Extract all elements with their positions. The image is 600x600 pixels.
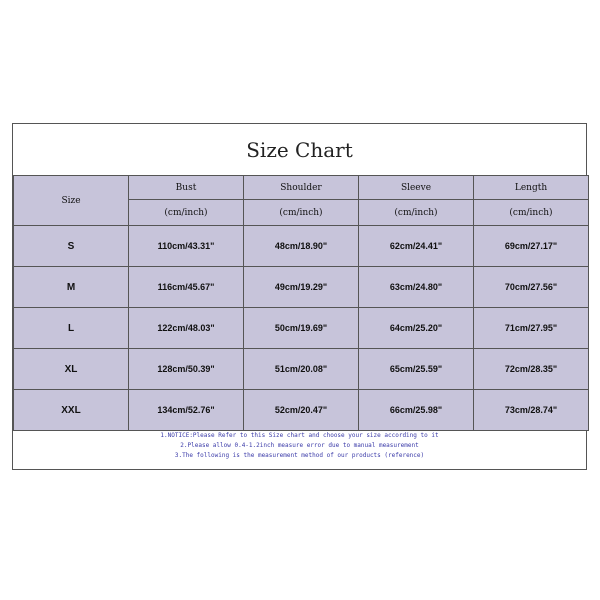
unit-label-shoulder: (cm/inch) xyxy=(244,200,359,226)
size-table xyxy=(13,175,589,431)
size-cell: XL xyxy=(14,349,129,390)
length-cell: 71cm/27.95" xyxy=(474,308,589,349)
table-row xyxy=(14,308,589,349)
bust-cell: 116cm/45.67" xyxy=(129,267,244,308)
size-column-header: Size xyxy=(14,176,129,226)
length-cell: 72cm/28.35" xyxy=(474,349,589,390)
note-line: 3.The following is the measurement method of our products (reference) xyxy=(174,452,425,459)
shoulder-cell: 51cm/20.08" xyxy=(244,349,359,390)
sleeve-cell: 65cm/25.59" xyxy=(359,349,474,390)
unit-label-length: (cm/inch) xyxy=(474,200,589,226)
sleeve-cell: 64cm/25.20" xyxy=(359,308,474,349)
size-cell: XXL xyxy=(14,390,129,431)
size-notes xyxy=(13,429,586,461)
sleeve-cell: 66cm/25.98" xyxy=(359,390,474,431)
bust-cell: 128cm/50.39" xyxy=(129,349,244,390)
length-cell: 70cm/27.56" xyxy=(474,267,589,308)
table-row xyxy=(14,390,589,431)
column-header-shoulder: Shoulder xyxy=(244,176,359,200)
column-header-length: Length xyxy=(474,176,589,200)
table-row xyxy=(14,267,589,308)
note-line: 2.Please allow 0.4-1.2inch measure error due to manual measurement xyxy=(180,442,419,449)
shoulder-cell: 48cm/18.90" xyxy=(244,226,359,267)
bust-cell: 134cm/52.76" xyxy=(129,390,244,431)
unit-label-bust: (cm/inch) xyxy=(129,200,244,226)
shoulder-cell: 52cm/20.47" xyxy=(244,390,359,431)
bust-cell: 110cm/43.31" xyxy=(129,226,244,267)
table-row xyxy=(14,349,589,390)
sleeve-cell: 63cm/24.80" xyxy=(359,267,474,308)
size-cell: L xyxy=(14,308,129,349)
table-row xyxy=(14,226,589,267)
size-cell: M xyxy=(14,267,129,308)
shoulder-cell: 49cm/19.29" xyxy=(244,267,359,308)
chart-title: Size Chart xyxy=(246,137,353,162)
header-row xyxy=(14,176,589,200)
size-chart xyxy=(12,123,587,470)
column-header-bust: Bust xyxy=(129,176,244,200)
length-cell: 73cm/28.74" xyxy=(474,390,589,431)
note-line: 1.NOTICE:Please Refer to this Size chart and choose your size according to it xyxy=(160,432,439,439)
sleeve-cell: 62cm/24.41" xyxy=(359,226,474,267)
size-cell: S xyxy=(14,226,129,267)
shoulder-cell: 50cm/19.69" xyxy=(244,308,359,349)
length-cell: 69cm/27.17" xyxy=(474,226,589,267)
bust-cell: 122cm/48.03" xyxy=(129,308,244,349)
unit-label-sleeve: (cm/inch) xyxy=(359,200,474,226)
column-header-sleeve: Sleeve xyxy=(359,176,474,200)
